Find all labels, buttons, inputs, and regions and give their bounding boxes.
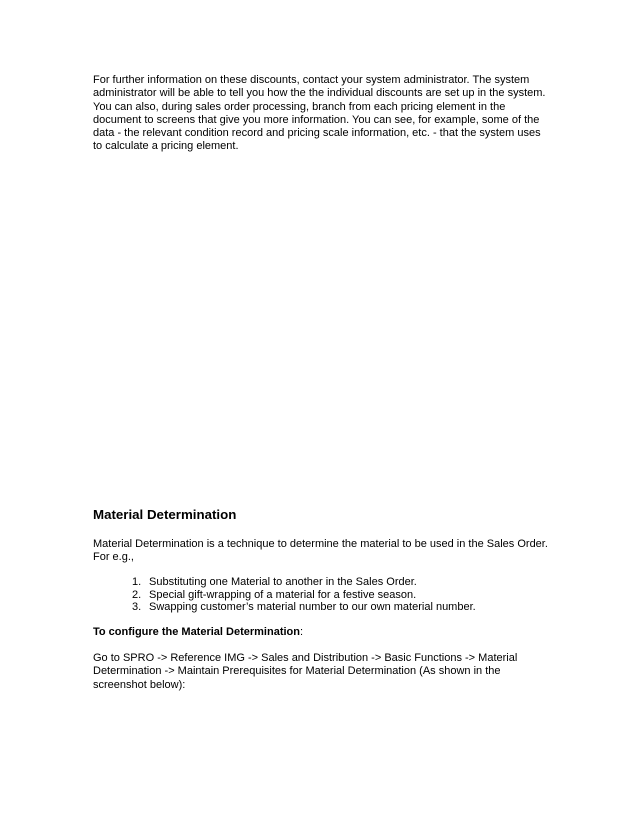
- list-item-text: Swapping customer’s material number to our own material number.: [149, 601, 476, 614]
- spro-navigation-path: Go to SPRO -> Reference IMG -> Sales and Distribution -> Basic Functions -> Material Determination -> Maintain Prerequisites for Material Determination (As shown in the screenshot below):: [93, 652, 518, 691]
- list-item-number: 1.: [132, 576, 142, 588]
- list-item-text: Substituting one Material to another in the Sales Order.: [149, 576, 417, 588]
- examples-list: [132, 576, 476, 614]
- material-determination-intro: Material Determination is a technique to determine the material to be used in the Sales Order. For e.g.,: [93, 538, 548, 564]
- list-item-number: 3.: [132, 601, 142, 614]
- list-item: [132, 576, 476, 589]
- configure-colon: :: [300, 626, 304, 638]
- discount-info-paragraph: For further information on these discounts, contact your system administrator. The system administrator will be able to tell you how the the individual discounts are set up in the system. You can also, during sales order processing, branch from each pricing element in the document to screens that give you more information. You can see, for example, some of the data - the relevant condition record and pricing scale information, etc. - that the system uses to calculate a pricing element.: [93, 74, 546, 153]
- configure-label: To configure the Material Determination: [93, 626, 300, 638]
- configure-instruction: [93, 626, 548, 639]
- list-item: [132, 601, 476, 614]
- list-item-number: 2.: [132, 588, 142, 601]
- list-item: [132, 589, 476, 602]
- section-heading: Material Determination: [93, 507, 237, 522]
- list-item-text: Special gift-wrapping of a material for a festive season.: [149, 588, 417, 601]
